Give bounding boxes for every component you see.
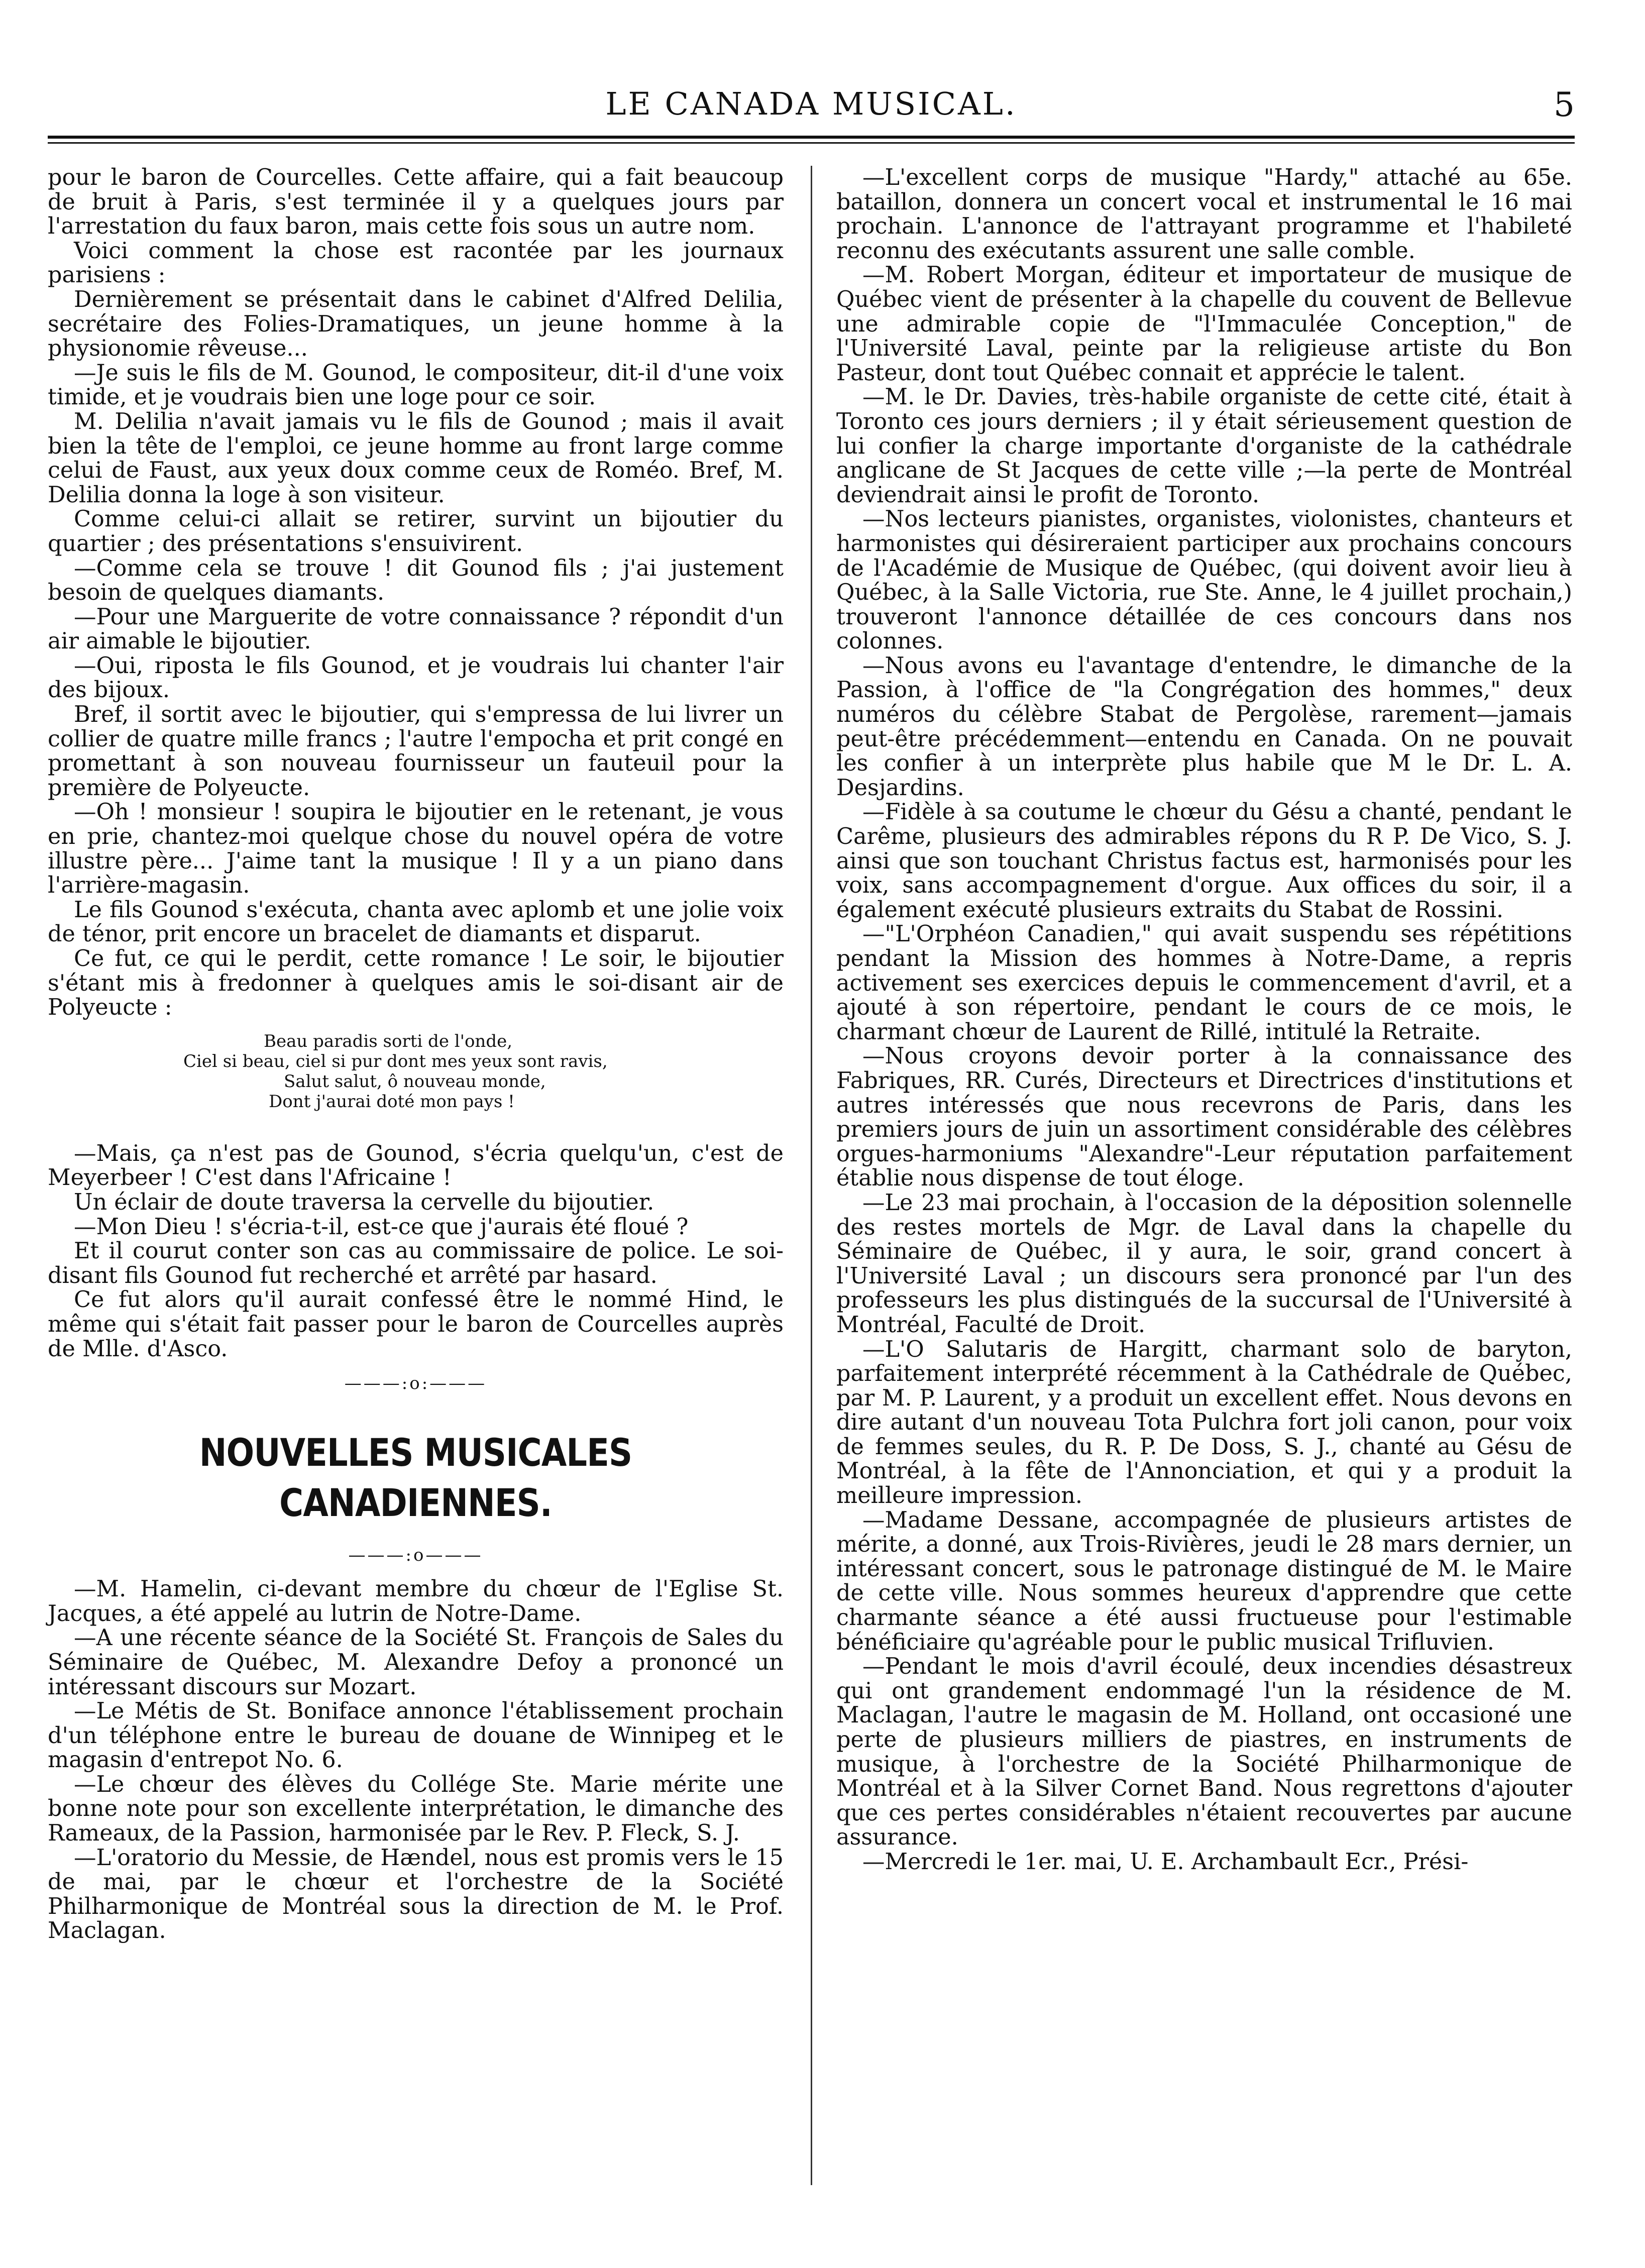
paragraph: Ce fut alors qu'il aurait confessé être le nommé Hind, le même qui s'était fait passer pour le baron de Courcelles auprès de Mlle. d'Asco. — [48, 1287, 784, 1362]
paragraph: —Mais, ça n'est pas de Gounod, s'écria quelqu'un, c'est de Meyerbeer ! C'est dans l'Africaine ! — [48, 1140, 784, 1191]
running-header — [48, 85, 1575, 136]
header-rule-thin — [48, 142, 1575, 144]
paragraph: —Oh ! monsieur ! soupira le bijoutier en le retenant, je vous en prie, chantez-moi quelque chose du nouvel opéra de votre illustre père... J'aime tant la musique ! Il y a un piano dans l'arrière-magasin. — [48, 799, 784, 899]
poem-line: Salut salut, ô nouveau monde, — [284, 1071, 546, 1092]
news-item: —Nous avons eu l'avantage d'entendre, le dimanche de la Passion, à l'office de "la Congrégation des hommes," deux numéros du célèbre Stabat de Pergolèse, rarement—jamais peut-être précédemment—entendu en Canada. On ne pouvait les confier à un interprète plus habile que M le Dr. L. A. Desjardins. — [836, 653, 1572, 801]
header-rule-thick — [48, 136, 1575, 139]
paragraph: Comme celui-ci allait se retirer, survint un bijoutier du quartier ; des présentations s'ensuivirent. — [48, 506, 784, 557]
news-item: —L'oratorio du Messie, de Hændel, nous est promis vers le 15 de mai, par le chœur et l'orchestre de la Société Philharmonique de Montréal sous la direction de M. le Prof. Maclagan. — [48, 1845, 784, 1944]
paragraph: Le fils Gounod s'exécuta, chanta avec aplomb et une jolie voix de ténor, prit encore un bracelet de diamants et disparut. — [48, 897, 784, 947]
news-item: —L'O Salutaris de Hargitt, charmant solo de baryton, parfaitement interprété récemment à la Cathédrale de Québec, par M. P. Laurent, y a produit un excellent effet. Nous devons en dire autant d'un nouveau Tota Pulchra fort joli canon, pour voix de femmes seules, du R. P. De Doss, S. J., chanté au Gésu de Montréal, à la fête de l'Annonciation, et qui y a produit la meilleure impression. — [836, 1336, 1572, 1509]
page-number: 5 — [1554, 85, 1575, 124]
column-divider — [811, 166, 812, 2185]
section-heading: NOUVELLES MUSICALES CANADIENNES. — [199, 1430, 632, 1526]
paragraph: M. Delilia n'avait jamais vu le fils de Gounod ; mais il avait bien la tête de l'emploi, ce jeune homme au front large comme celui de Faust, aux yeux doux comme ceux de Roméo. Bref, M. Delilia donna la loge à son visiteur. — [48, 408, 784, 508]
news-item: —Nous croyons devoir porter à la connaissance des Fabriques, RR. Curés, Directeurs et Directrices d'institutions et autres intéressés que nous recevrons de Paris, dans les premiers jours de juin un assortiment considérable des célèbres orgues-harmoniums "Alexandre"-Leur réputation parfaitement établie nous dispense de tout éloge. — [836, 1043, 1572, 1192]
paragraph: Dernièrement se présentait dans le cabinet d'Alfred Delilia, secrétaire des Folies-Dramatiques, un jeune homme à la physionomie rêveuse... — [48, 286, 784, 362]
news-item: —Madame Dessane, accompagnée de plusieurs artistes de mérite, a donné, aux Trois-Rivières, jeudi le 28 mars dernier, un intéressant concert, sous le patronage distingué de M. le Maire de cette ville. Nous sommes heureux d'apprendre que cette charmante séance a été aussi fructueuse pour l'estimable bénéficiaire qu'agréable pour le public musical Trifluvien. — [836, 1507, 1572, 1655]
paragraph: Et il courut conter son cas au commissaire de police. Le soi-disant fils Gounod fut recherché et arrêté par hasard. — [48, 1238, 784, 1288]
paragraph: Ce fut, ce qui le perdit, cette romance ! Le soir, le bijoutier s'étant mis à fredonner à quelques amis le soi-disant air de Polyeucte : — [48, 946, 784, 1021]
ornament-separator: ———:o——— — [348, 1545, 483, 1566]
paragraph: —Mon Dieu ! s'écria-t-il, est-ce que j'aurais été floué ? — [74, 1214, 689, 1240]
news-item: —Fidèle à sa coutume le chœur du Gésu a chanté, pendant le Carême, plusieurs des admirables répons du R P. De Vico, S. J. ainsi que son touchant Christus factus est, harmonisés pour les voix, sans accompagnement d'orgue. Aux offices du soir, il a également exécuté plusieurs extraits du Stabat de Rossini. — [836, 799, 1572, 923]
news-item: —Le Métis de St. Boniface annonce l'établissement prochain d'un téléphone entre le bureau de douane de Winnipeg et le magasin d'entrepot No. 6. — [48, 1698, 784, 1773]
news-item: —A une récente séance de la Société St. François de Sales du Séminaire de Québec, M. Alexandre Defoy a prononcé un intéressant discours sur Mozart. — [48, 1625, 784, 1700]
paragraph: —Pour une Marguerite de votre connaissance ? répondit d'un air aimable le bijoutier. — [48, 604, 784, 655]
journal-title: LE CANADA MUSICAL. — [605, 85, 1017, 122]
paragraph: —Je suis le fils de M. Gounod, le compositeur, dit-il d'une voix timide, et je voudrais bien une loge pour ce soir. — [48, 360, 784, 410]
paragraph: Un éclair de doute traversa la cervelle du bijoutier. — [74, 1189, 654, 1215]
poem-verse — [48, 1031, 784, 1112]
news-item: —Nos lecteurs pianistes, organistes, violonistes, chanteurs et harmonistes qui désireraient participer aux prochains concours de l'Académie de Musique de Québec, (qui doivent avoir lieu à Québec, à la Salle Victoria, rue Ste. Anne, le 4 juillet prochain,) trouveront l'annonce détaillée de ces concours dans nos colonnes. — [836, 506, 1572, 655]
news-item: —M. Hamelin, ci-devant membre du chœur de l'Eglise St. Jacques, a été appelé au lutrin de Notre-Dame. — [48, 1576, 784, 1627]
poem-line: Ciel si beau, ciel si pur dont mes yeux sont ravis, — [183, 1051, 608, 1071]
news-item: —Le chœur des élèves du Collége Ste. Marie mérite une bonne note pour son excellente interprétation, le dimanche des Rameaux, de la Passion, harmonisée par le Rev. P. Fleck, S. J. — [48, 1771, 784, 1847]
news-item: —Pendant le mois d'avril écoulé, deux incendies désastreux qui ont grandement endommagé l'un la résidence de M. Maclagan, l'autre le magasin de M. Holland, ont occasioné une perte de plusieurs milliers de piastres, en instruments de musique, à l'orchestre de la Société Philharmonique de Montréal et à la Silver Cornet Band. Nous regrettons d'ajouter que ces pertes considérables n'étaient recouvertes par aucune assurance. — [836, 1654, 1572, 1851]
paragraph: Bref, il sortit avec le bijoutier, qui s'empressa de lui livrer un collier de quatre mille francs ; l'autre l'empocha et prit congé en promettant à son nouveau fournisseur un fauteuil pour la première de Polyeucte. — [48, 702, 784, 801]
news-item: —Mercredi le 1er. mai, U. E. Archambault Ecr., Prési- — [862, 1849, 1469, 1875]
news-item: —M. le Dr. Davies, très-habile organiste de cette cité, était à Toronto ces jours derniers ; il y était sérieusement question de lui confier la charge importante d'organiste de la cathédrale anglicane de St Jacques de cette ville ;—la perte de Montréal deviendrait ainsi le profit de Toronto. — [836, 384, 1572, 508]
news-item: —Le 23 mai prochain, à l'occasion de la déposition solennelle des restes mortels de Mgr. de Laval dans la chapelle du Séminaire de Québec, il y aura, le soir, grand concert à l'Université Laval ; un discours sera prononcé par l'un des professeurs les plus distingués de la succursal de l'Université à Montréal, Faculté de Droit. — [836, 1190, 1572, 1338]
poem-line: Dont j'aurai doté mon pays ! — [269, 1091, 515, 1112]
ornament-separator: ———:o:——— — [344, 1373, 487, 1394]
right-column — [836, 166, 1572, 1875]
paragraph: pour le baron de Courcelles. Cette affaire, qui a fait beaucoup de bruit à Paris, s'est terminée il y a quelques jours par l'arrestation du faux baron, mais cette fois sous un autre nom. — [48, 165, 784, 240]
left-column — [48, 166, 784, 1943]
news-item: —"L'Orphéon Canadien," qui avait suspendu ses répétitions pendant la Mission des hommes à Notre-Dame, a repris activement ses exercices depuis le commencement d'avril, et a ajouté à son répertoire, pendant le cours de ce mois, le charmant chœur de Laurent de Rillé, intitulé la Retraite. — [836, 921, 1572, 1045]
news-item: —M. Robert Morgan, éditeur et importateur de musique de Québec vient de présenter à la chapelle du couvent de Bellevue une admirable copie de "l'Immaculée Conception," de l'Université Laval, peinte par la religieuse artiste du Bon Pasteur, dont tout Québec connait et apprécie le talent. — [836, 262, 1572, 386]
paragraph: —Oui, riposta le fils Gounod, et je voudrais lui chanter l'air des bijoux. — [48, 653, 784, 703]
poem-line: Beau paradis sorti de l'onde, — [264, 1031, 513, 1051]
news-item: —L'excellent corps de musique "Hardy," attaché au 65e. bataillon, donnera un concert vocal et instrumental le 16 mai prochain. L'annonce de l'attrayant programme et l'habileté reconnu des exécutants assurent une salle comble. — [836, 165, 1572, 264]
paragraph: —Comme cela se trouve ! dit Gounod fils ; j'ai justement besoin de quelques diamants. — [48, 555, 784, 606]
paragraph: Voici comment la chose est racontée par les journaux parisiens : — [48, 238, 784, 288]
